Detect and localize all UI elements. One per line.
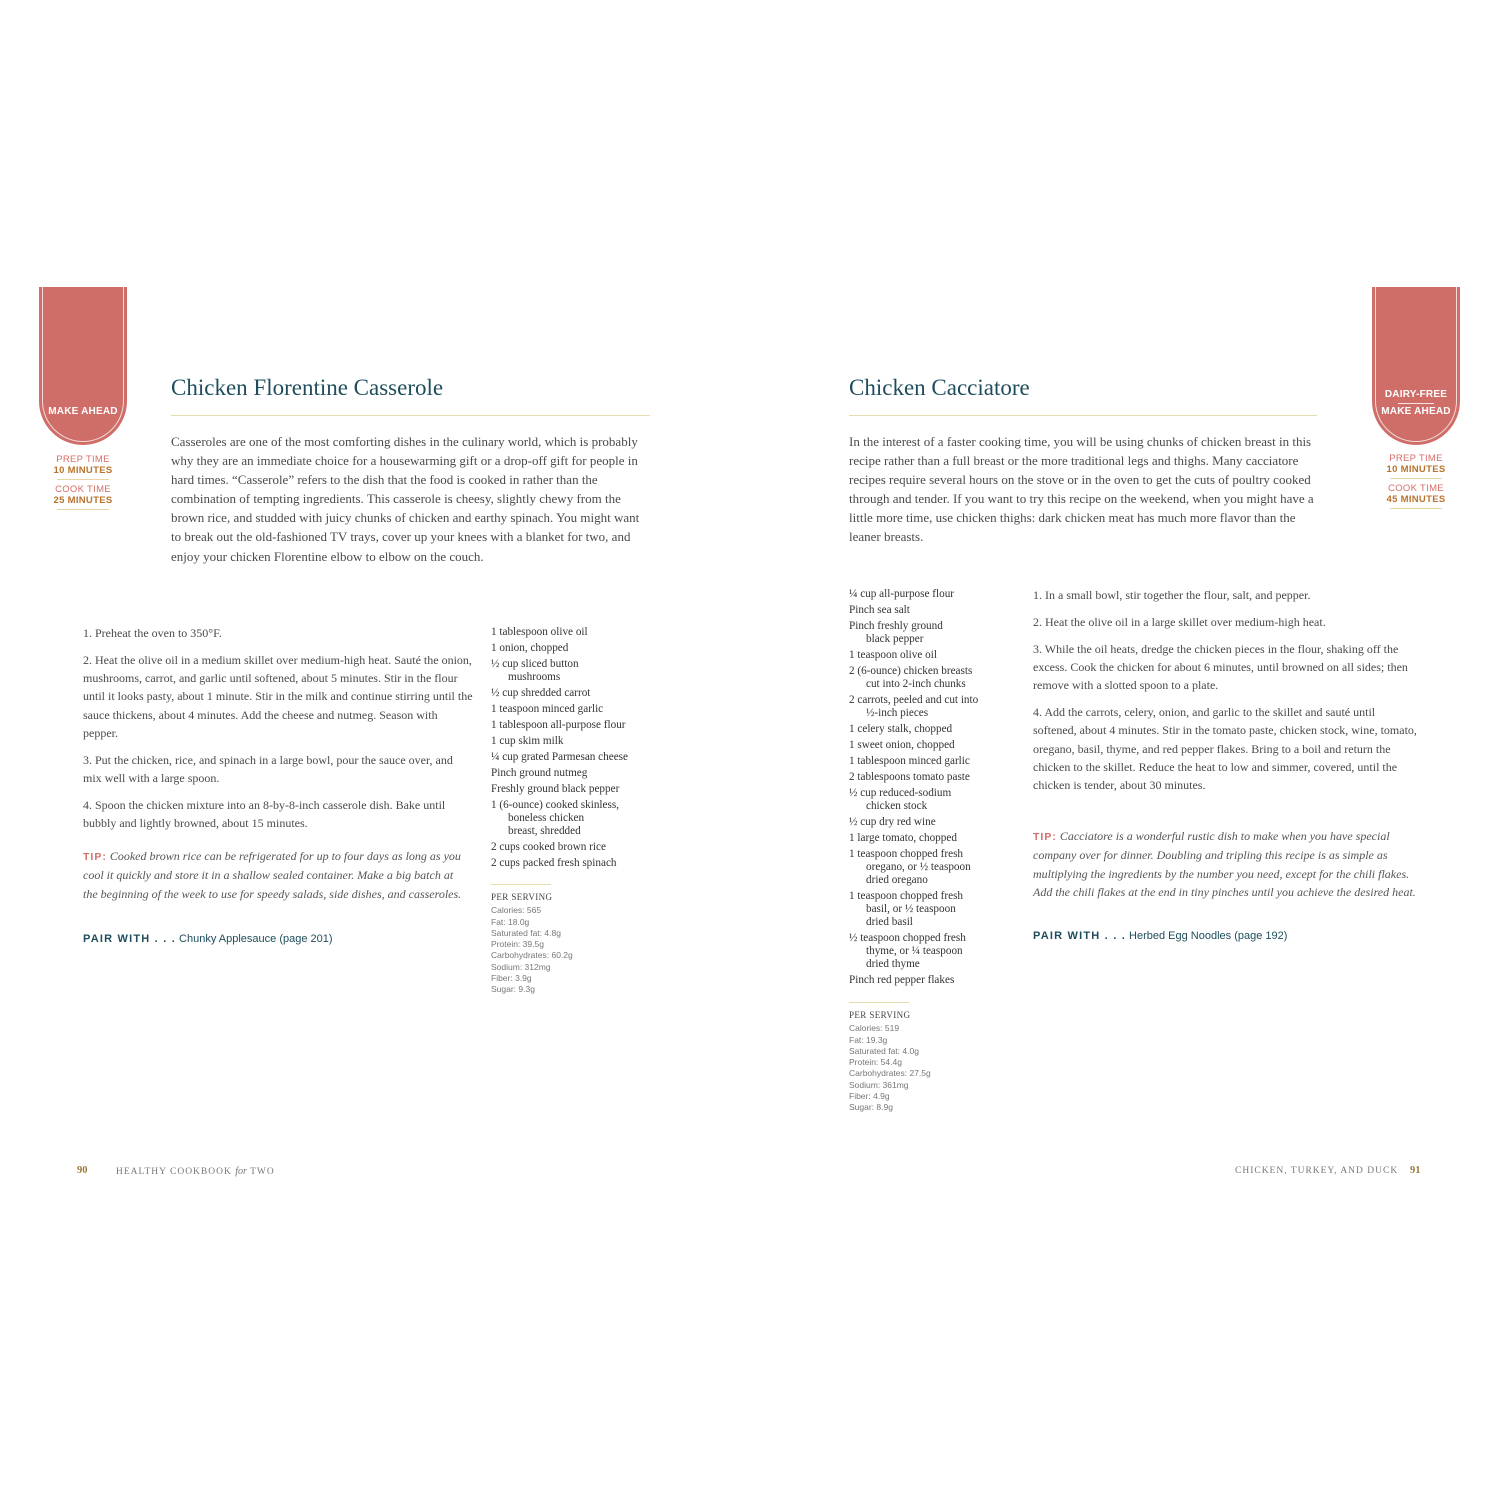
nutrition-rule <box>491 884 551 885</box>
cook-time-label: COOK TIME <box>1388 483 1444 494</box>
nutrition-item: Calories: 519 <box>849 1023 900 1034</box>
ingredient-line: Pinch freshly ground <box>849 620 943 632</box>
ingredient-line: ½ cup sliced button <box>491 658 579 670</box>
ingredient-line: 1 large tomato, chopped <box>849 832 957 844</box>
ingredient-item <box>491 687 661 700</box>
nutrition-item: Protein: 39.5g <box>491 939 544 950</box>
badge-label: DAIRY-FREE <box>1384 389 1448 400</box>
ingredient-line: Freshly ground black pepper <box>491 783 620 795</box>
ingredient-line: 2 carrots, peeled and cut into <box>849 694 979 706</box>
ingredient-item <box>491 767 661 780</box>
recipe-steps <box>83 624 473 841</box>
ingredient-line: oregano, or ½ teaspoon <box>866 861 971 873</box>
recipe-intro: In the interest of a faster cooking time, you will be using chunks of chicken breast in this recipe rather than a full breast or the more traditional legs and thighs. Many cacciatore recipes require several hours on the stove or in the oven to get the cuts of poultry cooked through and tender. If you want to try this recipe on the weekend, when you might have a little more time, use chicken thighs: dark chicken meat has much more flavor than the leaner breasts. <box>849 434 1314 545</box>
ingredient-line: thyme, or ¼ teaspoon <box>866 945 963 957</box>
page-number: 91 <box>1410 1165 1421 1176</box>
step-1: 1. Preheat the oven to 350°F. <box>83 626 222 640</box>
tip-text: Cacciatore is a wonderful rustic dish to make when you have special company over for dinner. Doubling and tripling this recipe is as simple as multiplying the ingredients by the number you need, except for the chili flakes. Add the chili flakes at the end in tiny pinches until you achieve the desired heat. <box>1033 829 1416 899</box>
time-divider <box>1390 478 1442 479</box>
ingredient-line: ¼ cup all-purpose flour <box>849 588 955 600</box>
ingredient-line: 1 celery stalk, chopped <box>849 723 953 735</box>
ingredient-list <box>491 626 661 873</box>
ingredient-line: ¼ cup grated Parmesan cheese <box>491 751 628 763</box>
pair-with-label: PAIR WITH . . . <box>83 933 176 945</box>
pair-with <box>1033 930 1287 942</box>
title-rule <box>849 415 1317 416</box>
nutrition-item: Sugar: 9.3g <box>491 984 535 995</box>
ingredient-line: 1 teaspoon minced garlic <box>491 703 604 715</box>
ingredient-item <box>491 703 661 716</box>
ingredient-item <box>849 932 1019 971</box>
nutrition-facts <box>491 892 573 996</box>
nutrition-item: Protein: 54.4g <box>849 1057 902 1068</box>
nutrition-heading: PER SERVING <box>491 892 553 902</box>
ingredient-item <box>849 620 1019 646</box>
cook-time-label: COOK TIME <box>55 484 111 495</box>
nutrition-item: Sodium: 361mg <box>849 1079 909 1090</box>
ingredient-line: chicken stock <box>866 800 928 812</box>
ingredient-item <box>849 755 1019 768</box>
page-number: 90 <box>77 1165 88 1176</box>
nutrition-item: Sugar: 8.9g <box>849 1102 893 1113</box>
ingredient-list <box>849 588 1019 990</box>
ingredient-line: dried basil <box>866 916 913 928</box>
prep-time-value: 10 MINUTES <box>1386 464 1446 475</box>
nutrition-heading: PER SERVING <box>849 1010 911 1020</box>
nutrition-item: Fat: 18.0g <box>491 916 530 927</box>
ingredient-item <box>849 771 1019 784</box>
ingredient-item <box>491 857 661 870</box>
ingredient-line: breast, shredded <box>508 825 581 837</box>
nutrition-item: Sodium: 312mg <box>491 961 551 972</box>
ingredient-line: 2 (6-ounce) chicken breasts <box>849 665 973 677</box>
cook-time-value: 45 MINUTES <box>1386 494 1446 505</box>
recipe-steps <box>1033 586 1418 803</box>
ingredient-line: 2 cups cooked brown rice <box>491 841 606 853</box>
pair-with-text: Chunky Applesauce (page 201) <box>179 933 333 945</box>
ingredient-line: boneless chicken <box>508 812 585 824</box>
pair-with-text: Herbed Egg Noodles (page 192) <box>1129 930 1288 942</box>
ingredient-item <box>491 783 661 796</box>
time-divider <box>57 479 109 480</box>
nutrition-rule <box>849 1002 909 1003</box>
step-1: 1. In a small bowl, stir together the flour, salt, and pepper. <box>1033 588 1311 602</box>
ingredient-line: ½ cup reduced-sodium <box>849 787 952 799</box>
step-3: 3. Put the chicken, rice, and spinach in a large bowl, pour the sauce over, and mix well with a large spoon. <box>83 752 453 786</box>
badge-ribbon-right <box>1372 287 1460 445</box>
ingredient-item <box>849 848 1019 887</box>
prep-time-value: 10 MINUTES <box>53 465 113 476</box>
time-divider <box>1390 508 1442 509</box>
step-4: 4. Add the carrots, celery, onion, and garlic to the skillet and sauté until softened, about 4 minutes. Stir in the tomato paste, chicken stock, wine, tomato, oregano, basil, thyme, and red pepper flakes. Bring to a boil and return the chicken to the skillet. Reduce the heat to low and simmer, covered, until the chicken is tender, about 30 minutes. <box>1033 704 1417 793</box>
nutrition-item: Saturated fat: 4.0g <box>849 1045 919 1056</box>
ingredient-line: 1 sweet onion, chopped <box>849 739 955 751</box>
ingredient-item <box>491 841 661 854</box>
ingredient-line: ½-inch pieces <box>866 707 929 719</box>
ingredient-line: black pepper <box>866 633 924 645</box>
nutrition-item: Carbohydrates: 27.5g <box>849 1068 931 1079</box>
step-2: 2. Heat the olive oil in a large skillet over medium-high heat. <box>1033 614 1326 629</box>
step-4: 4. Spoon the chicken mixture into an 8-by-8-inch casserole dish. Bake until bubbly and lightly browned, about 15 minutes. <box>83 797 446 831</box>
ingredient-item <box>849 787 1019 813</box>
ingredient-item <box>849 723 1019 736</box>
ingredient-line: Pinch red pepper flakes <box>849 974 955 986</box>
ingredient-item <box>849 665 1019 691</box>
ingredient-item <box>849 816 1019 829</box>
ingredient-line: dried thyme <box>866 958 920 970</box>
ingredient-line: dried oregano <box>866 874 928 886</box>
ingredient-line: ½ cup dry red wine <box>849 816 936 828</box>
pair-with-label: PAIR WITH . . . <box>1033 930 1126 942</box>
ingredient-line: 1 tablespoon all-purpose flour <box>491 719 626 731</box>
tip-label: TIP: <box>1033 831 1057 843</box>
title-rule <box>171 415 650 416</box>
ingredient-line: 1 tablespoon minced garlic <box>849 755 970 767</box>
ingredient-item <box>491 626 661 639</box>
ingredient-line: ½ cup shredded carrot <box>491 687 591 699</box>
recipe-title: Chicken Florentine Casserole <box>171 375 444 400</box>
ingredient-line: 2 tablespoons tomato paste <box>849 771 970 783</box>
running-footer: CHICKEN, TURKEY, AND DUCK <box>1235 1166 1399 1176</box>
step-2: 2. Heat the olive oil in a medium skillet over medium-high heat. Sauté the onion, mushrooms, carrot, and garlic until softened, about 5 minutes. Stir in the flour until it looks pasty, about 1 minute. Stir in the milk and continue stirring until the sauce thickens, about 4 minutes. Add the cheese and nutmeg. Season with pepper. <box>83 652 473 740</box>
ingredient-item <box>491 719 661 732</box>
ingredient-line: Pinch sea salt <box>849 604 910 616</box>
ingredient-line: 1 cup skim milk <box>491 735 564 747</box>
time-divider <box>57 509 109 510</box>
prep-time-label: PREP TIME <box>56 454 110 465</box>
ingredient-item <box>491 799 661 838</box>
badge-ribbon-left <box>39 287 127 445</box>
footer-two: TWO <box>250 1167 275 1177</box>
ingredient-item <box>491 658 661 684</box>
ingredient-item <box>849 739 1019 752</box>
ingredient-line: mushrooms <box>508 671 561 683</box>
footer-title: HEALTHY COOKBOOK <box>116 1167 232 1177</box>
ingredient-line: basil, or ½ teaspoon <box>866 903 956 915</box>
footer-for: for <box>235 1166 247 1177</box>
tip-text: Cooked brown rice can be refrigerated for up to four days as long as you cool it quickly and store it in a shallow sealed container. Make a big batch at the beginning of the week to use for speedy salads, side dishes, and casseroles. <box>83 849 462 901</box>
nutrition-item: Fat: 19.3g <box>849 1034 888 1045</box>
ingredient-item <box>849 694 1019 720</box>
nutrition-item: Fiber: 3.9g <box>491 973 532 984</box>
nutrition-item: Saturated fat: 4.8g <box>491 927 561 938</box>
pair-with <box>83 933 333 945</box>
nutrition-item: Fiber: 4.9g <box>849 1091 890 1102</box>
recipe-tip <box>1033 827 1423 901</box>
ingredient-line: 2 cups packed fresh spinach <box>491 857 617 869</box>
recipe-tip <box>83 847 468 903</box>
tip-label: TIP: <box>83 851 107 863</box>
cook-time-value: 25 MINUTES <box>53 495 113 506</box>
recipe-title: Chicken Cacciatore <box>849 375 1030 400</box>
ingredient-line: ½ teaspoon chopped fresh <box>849 932 966 944</box>
nutrition-item: Carbohydrates: 60.2g <box>491 950 573 961</box>
ingredient-line: 1 (6-ounce) cooked skinless, <box>491 799 620 811</box>
step-3: 3. While the oil heats, dredge the chicken pieces in the flour, shaking off the excess. Cook the chicken for about 6 minutes, until browned on all sides; then remove with a slotted spoon to a plate. <box>1033 641 1408 693</box>
ingredient-item <box>849 649 1019 662</box>
nutrition-facts <box>849 1010 931 1114</box>
ingredient-line: 1 onion, chopped <box>491 642 569 654</box>
badge-divider <box>1398 403 1434 404</box>
ingredient-item <box>849 604 1019 617</box>
ingredient-line: 1 teaspoon chopped fresh <box>849 848 964 860</box>
ingredient-item <box>849 890 1019 929</box>
time-block-left <box>28 454 138 514</box>
prep-time-label: PREP TIME <box>1389 453 1443 464</box>
ingredient-line: 1 teaspoon olive oil <box>849 649 937 661</box>
badge-label: MAKE AHEAD <box>48 406 118 417</box>
ingredient-item <box>491 642 661 655</box>
ingredient-item <box>849 832 1019 845</box>
badge-label: MAKE AHEAD <box>1381 406 1451 417</box>
ingredient-line: 1 tablespoon olive oil <box>491 626 588 638</box>
running-footer <box>116 1166 275 1177</box>
ingredient-line: 1 teaspoon chopped fresh <box>849 890 964 902</box>
ingredient-item <box>849 588 1019 601</box>
time-block-right <box>1361 453 1471 513</box>
recipe-intro: Casseroles are one of the most comforting dishes in the culinary world, which is probably why they are an immediate choice for a housewarming gift or a drop-off gift for people in hard times. “Casserole” refers to the dish that the food is cooked in rather than the combination of tempting ingredients. This casserole is cheesy, slightly chewy from the brown rice, and studded with juicy chunks of chicken and earthy spinach. You might want to break out the old-fashioned TV trays, cover up your knees with a blanket for two, and enjoy your chicken Florentine elbow to elbow on the couch. <box>171 434 640 564</box>
ingredient-item <box>491 751 661 764</box>
ingredient-line: Pinch ground nutmeg <box>491 767 588 779</box>
ingredient-item <box>849 974 1019 987</box>
nutrition-item: Calories: 565 <box>491 905 542 916</box>
ingredient-line: cut into 2-inch chunks <box>866 678 966 690</box>
ingredient-item <box>491 735 661 748</box>
